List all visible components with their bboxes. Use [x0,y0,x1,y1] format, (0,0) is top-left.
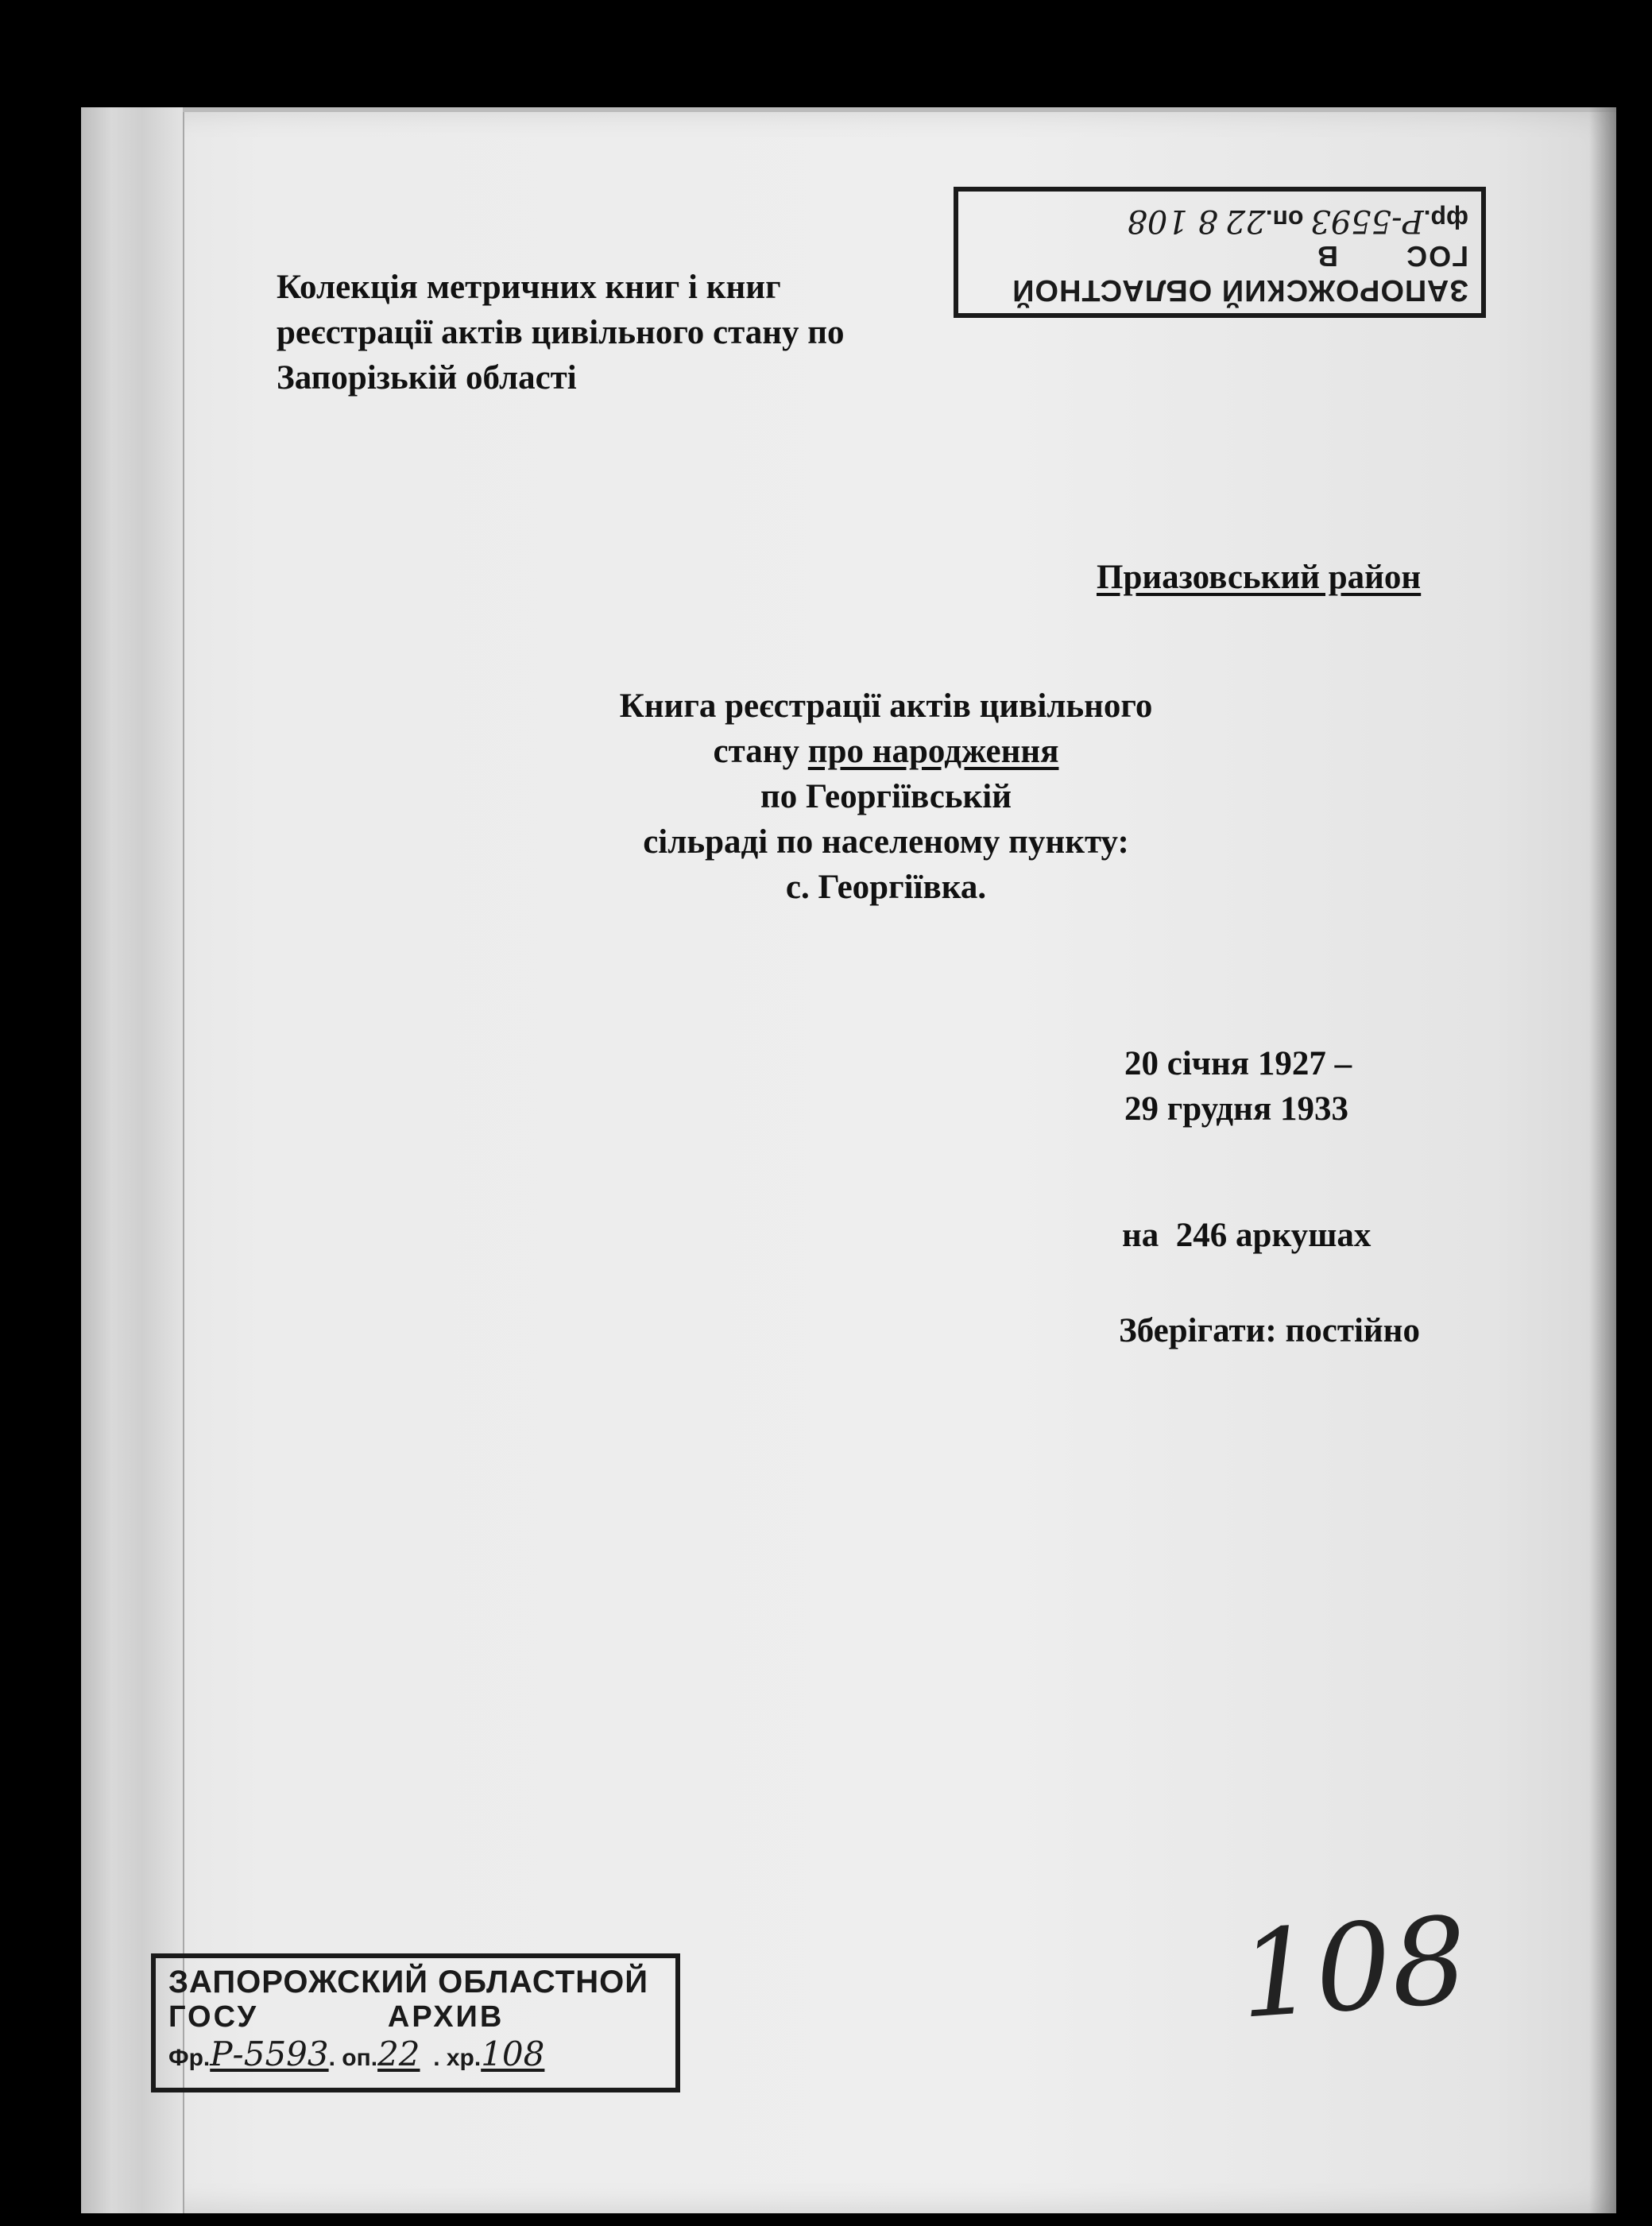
stamp-bottom-line-2: ГОСУ АРХИВ [168,2000,505,2034]
book-line-5: с. Георгіївка. [785,869,987,906]
archive-stamp-bottom [151,1953,680,2092]
stamp-top-opis-label: оп. [1265,205,1304,234]
stamp-top-fond-value: Р-5593 [1310,203,1424,239]
page-right-shadow [1589,107,1616,2213]
book-line-4: сільраді по населеному пункту: [643,823,1129,861]
book-line-2-prefix: стану [713,733,808,770]
stamp-top-opis-value: 22 [1224,203,1266,239]
book-description [509,683,1263,910]
district-title: Приазовський район [1097,559,1422,596]
stamp-bottom-item-value: 108 [481,2034,545,2073]
stamp-top-line-1: ЗАПОРОЖСКИЙ ОБЛАСТНОЙ [1012,273,1468,307]
page-top-edge [183,107,1616,112]
stamp-top-fond-label: фр. [1423,205,1468,234]
stamp-top-line-2: ГОС В [1316,240,1468,273]
book-line-2 [509,729,1263,774]
date-end: 29 грудня 1933 [1124,1090,1348,1128]
date-range [1124,1041,1352,1132]
stamp-bottom-line-1: ЗАПОРОЖСКИЙ ОБЛАСТНОЙ [168,1965,648,2000]
stamp-bottom-opis-label: . оп. [328,2045,378,2071]
book-line-3: по Георгіївській [760,778,1012,815]
stamp-top-line-3 [971,203,1468,239]
stamp-bottom-item-label: . хр. [433,2045,482,2071]
storage-term: Зберігати: постійно [1119,1312,1420,1349]
collection-title: Колекція метричних книг і книг реєстрації актів цивільного стану по Запорізькій області [277,269,845,397]
stamp-bottom-opis-value: 22 [377,2034,420,2073]
page-binding-edge [81,107,184,2213]
book-line-1: Книга реєстрації актів цивільного [619,687,1153,725]
sheet-count: на 246 аркушах [1122,1217,1372,1254]
archive-stamp-top-inverted [954,187,1486,318]
date-start: 20 січня 1927 – [1124,1045,1352,1082]
stamp-bottom-fond-label: Фр. [168,2045,211,2071]
book-type-underlined: про народження [807,733,1059,770]
stamp-bottom-fond-value: Р-5593 [210,2034,329,2073]
handwritten-page-number: 108 [1235,1891,1472,2046]
stamp-bottom-line-3 [168,2034,663,2073]
stamp-top-item-value: 8 108 [1127,203,1218,239]
